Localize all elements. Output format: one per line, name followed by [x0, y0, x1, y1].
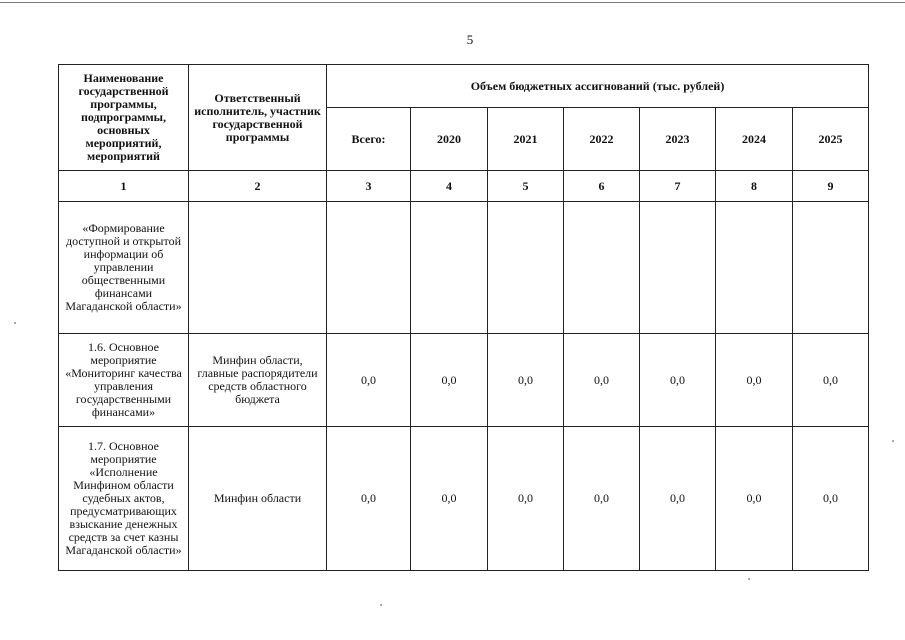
- year-value-cell: 0,0: [640, 334, 716, 427]
- year-value-cell: [793, 202, 869, 334]
- year-value-cell: 0,0: [793, 427, 869, 571]
- year-value-cell: 0,0: [564, 427, 640, 571]
- column-index: 8: [716, 171, 793, 202]
- column-index: 3: [327, 171, 411, 202]
- program-name-cell: 1.6. Основное мероприятие «Мониторинг качества управления государственными финансами»: [59, 334, 189, 427]
- table-row: [59, 334, 869, 427]
- header-year: 2025: [793, 108, 869, 171]
- scan-speck: [892, 440, 894, 442]
- year-value-cell: 0,0: [488, 334, 564, 427]
- column-index-row: [59, 171, 869, 202]
- year-value-cell: 0,0: [793, 334, 869, 427]
- executor-cell: Минфин области, главные распорядители средств областного бюджета: [189, 334, 327, 427]
- header-year: 2023: [640, 108, 716, 171]
- header-year: 2021: [488, 108, 564, 171]
- page-number: 5: [466, 32, 474, 47]
- header-year: 2020: [411, 108, 488, 171]
- column-index: 5: [488, 171, 564, 202]
- header-program-name: Наименование государственной программы, подпрограммы, основных мероприятий, мероприятий: [59, 65, 189, 171]
- column-index: 4: [411, 171, 488, 202]
- program-name-cell: 1.7. Основное мероприятие «Исполнение Минфином области судебных актов, предусматривающих взыскание денежных средств за счет казны Магаданской области»: [59, 427, 189, 571]
- year-value-cell: [564, 202, 640, 334]
- column-index: 1: [59, 171, 189, 202]
- budget-table: [58, 64, 869, 571]
- year-value-cell: 0,0: [488, 427, 564, 571]
- header-year: 2024: [716, 108, 793, 171]
- table-row: [59, 427, 869, 571]
- header-year: 2022: [564, 108, 640, 171]
- total-cell: [327, 202, 411, 334]
- year-value-cell: 0,0: [411, 427, 488, 571]
- column-index: 6: [564, 171, 640, 202]
- year-value-cell: 0,0: [564, 334, 640, 427]
- year-value-cell: 0,0: [716, 334, 793, 427]
- year-value-cell: 0,0: [640, 427, 716, 571]
- scan-speck: [14, 322, 16, 324]
- header-total: Всего:: [327, 108, 411, 171]
- year-value-cell: 0,0: [716, 427, 793, 571]
- table-row: [59, 202, 869, 334]
- year-value-cell: [411, 202, 488, 334]
- year-value-cell: [716, 202, 793, 334]
- executor-cell: Минфин области: [189, 427, 327, 571]
- header-budget-group: Объем бюджетных ассигнований (тыс. рублей): [327, 65, 869, 108]
- total-cell: 0,0: [327, 427, 411, 571]
- column-index: 2: [189, 171, 327, 202]
- scan-speck: [380, 604, 382, 606]
- year-value-cell: 0,0: [411, 334, 488, 427]
- scan-speck: [748, 578, 750, 580]
- header-row-1: [59, 65, 869, 108]
- column-index: 7: [640, 171, 716, 202]
- header-executor: Ответственный исполнитель, участник государственной программы: [189, 65, 327, 171]
- executor-cell: [189, 202, 327, 334]
- year-value-cell: [488, 202, 564, 334]
- year-value-cell: [640, 202, 716, 334]
- column-index: 9: [793, 171, 869, 202]
- total-cell: 0,0: [327, 334, 411, 427]
- top-border-line: [0, 2, 905, 3]
- program-name-cell: «Формирование доступной и открытой информации об управлении общественными финансами Магаданской области»: [59, 202, 189, 334]
